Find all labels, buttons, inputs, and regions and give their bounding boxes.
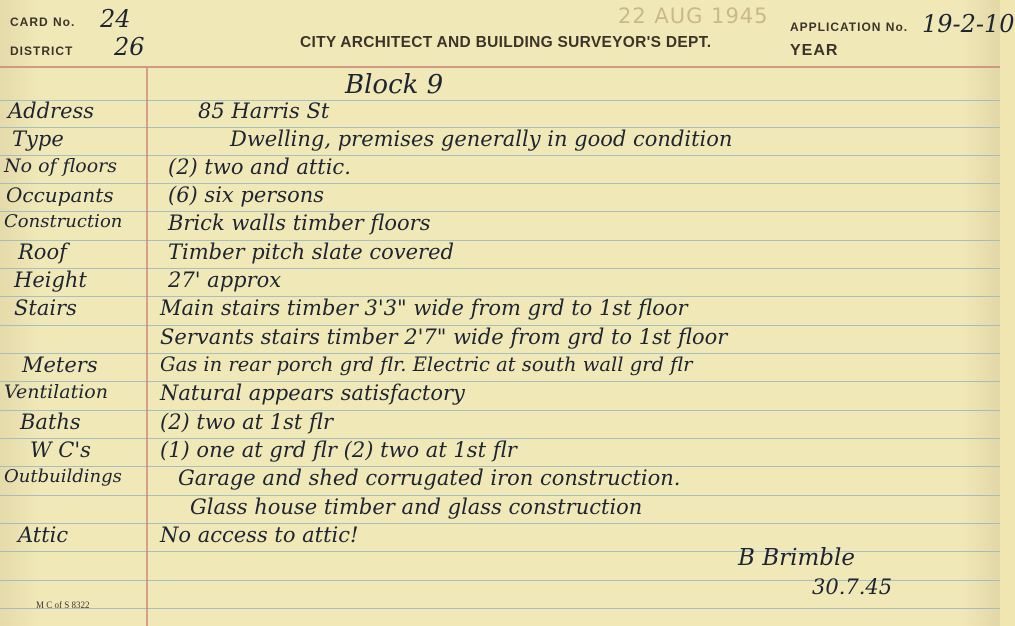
label-occupants: Occupants (6, 183, 114, 207)
ruled-line (0, 608, 1000, 609)
label-wcs: W C's (30, 438, 91, 462)
value-type: Dwelling, premises generally in good condition (230, 127, 733, 151)
value-height: 27' approx (168, 268, 282, 292)
value-attic: No access to attic! (160, 523, 359, 547)
ruled-line (0, 100, 1000, 101)
label-roof: Roof (18, 240, 67, 264)
value-ventilation: Natural appears satisfactory (160, 381, 465, 405)
value-stairs-servants: Servants stairs timber 2'7" wide from grd to 1st floor (160, 325, 728, 349)
value-outbuildings-glasshouse: Glass house timber and glass construction (190, 495, 643, 519)
label-no-of-floors: No of floors (4, 155, 117, 177)
district-value: 26 (114, 33, 145, 61)
label-type: Type (12, 127, 64, 151)
value-roof: Timber pitch slate covered (168, 240, 454, 264)
department-title: CITY ARCHITECT AND BUILDING SURVEYOR'S DEPT. (300, 34, 712, 51)
ruled-line (0, 268, 1000, 269)
received-date-stamp: 22 AUG 1945 (618, 4, 769, 28)
card-no-value: 24 (100, 5, 131, 33)
value-occupants: (6) six persons (168, 183, 325, 207)
block-heading: Block 9 (345, 70, 444, 100)
year-label: YEAR (790, 42, 839, 59)
value-address: 85 Harris St (198, 99, 330, 123)
value-stairs-main: Main stairs timber 3'3" wide from grd to 1st floor (160, 296, 688, 320)
value-wcs: (1) one at grd flr (2) two at 1st flr (160, 438, 517, 462)
value-no-of-floors: (2) two and attic. (168, 155, 351, 179)
label-ventilation: Ventilation (4, 381, 108, 403)
value-baths: (2) two at 1st flr (160, 410, 334, 434)
ruled-line (0, 155, 1000, 156)
label-meters: Meters (22, 353, 98, 377)
value-outbuildings-garage: Garage and shed corrugated iron construction. (178, 466, 681, 490)
label-outbuildings: Outbuildings (4, 466, 122, 487)
label-construction: Construction (4, 211, 123, 232)
form-code: M C of S 8322 (36, 600, 90, 610)
margin-line (146, 68, 148, 626)
ruled-line (0, 410, 1000, 411)
label-height: Height (14, 268, 87, 292)
label-attic: Attic (18, 523, 69, 547)
signature: B Brimble (738, 545, 855, 571)
label-baths: Baths (20, 410, 81, 434)
card-no-label: CARD No. (10, 15, 76, 29)
label-stairs: Stairs (14, 296, 77, 320)
district-label: DISTRICT (10, 44, 74, 58)
ruled-line (0, 183, 1000, 184)
value-construction: Brick walls timber floors (168, 211, 431, 235)
ruled-line (0, 381, 1000, 382)
value-meters: Gas in rear porch grd flr. Electric at south wall grd flr (160, 353, 693, 376)
signature-date: 30.7.45 (812, 575, 893, 599)
ruled-line (0, 240, 1000, 241)
ruled-line (0, 211, 1000, 212)
application-label: APPLICATION No. (790, 20, 909, 34)
ruled-line (0, 523, 1000, 524)
header-rule (0, 66, 1000, 68)
application-value: 19-2-10 (922, 10, 1015, 38)
label-address: Address (8, 99, 95, 123)
